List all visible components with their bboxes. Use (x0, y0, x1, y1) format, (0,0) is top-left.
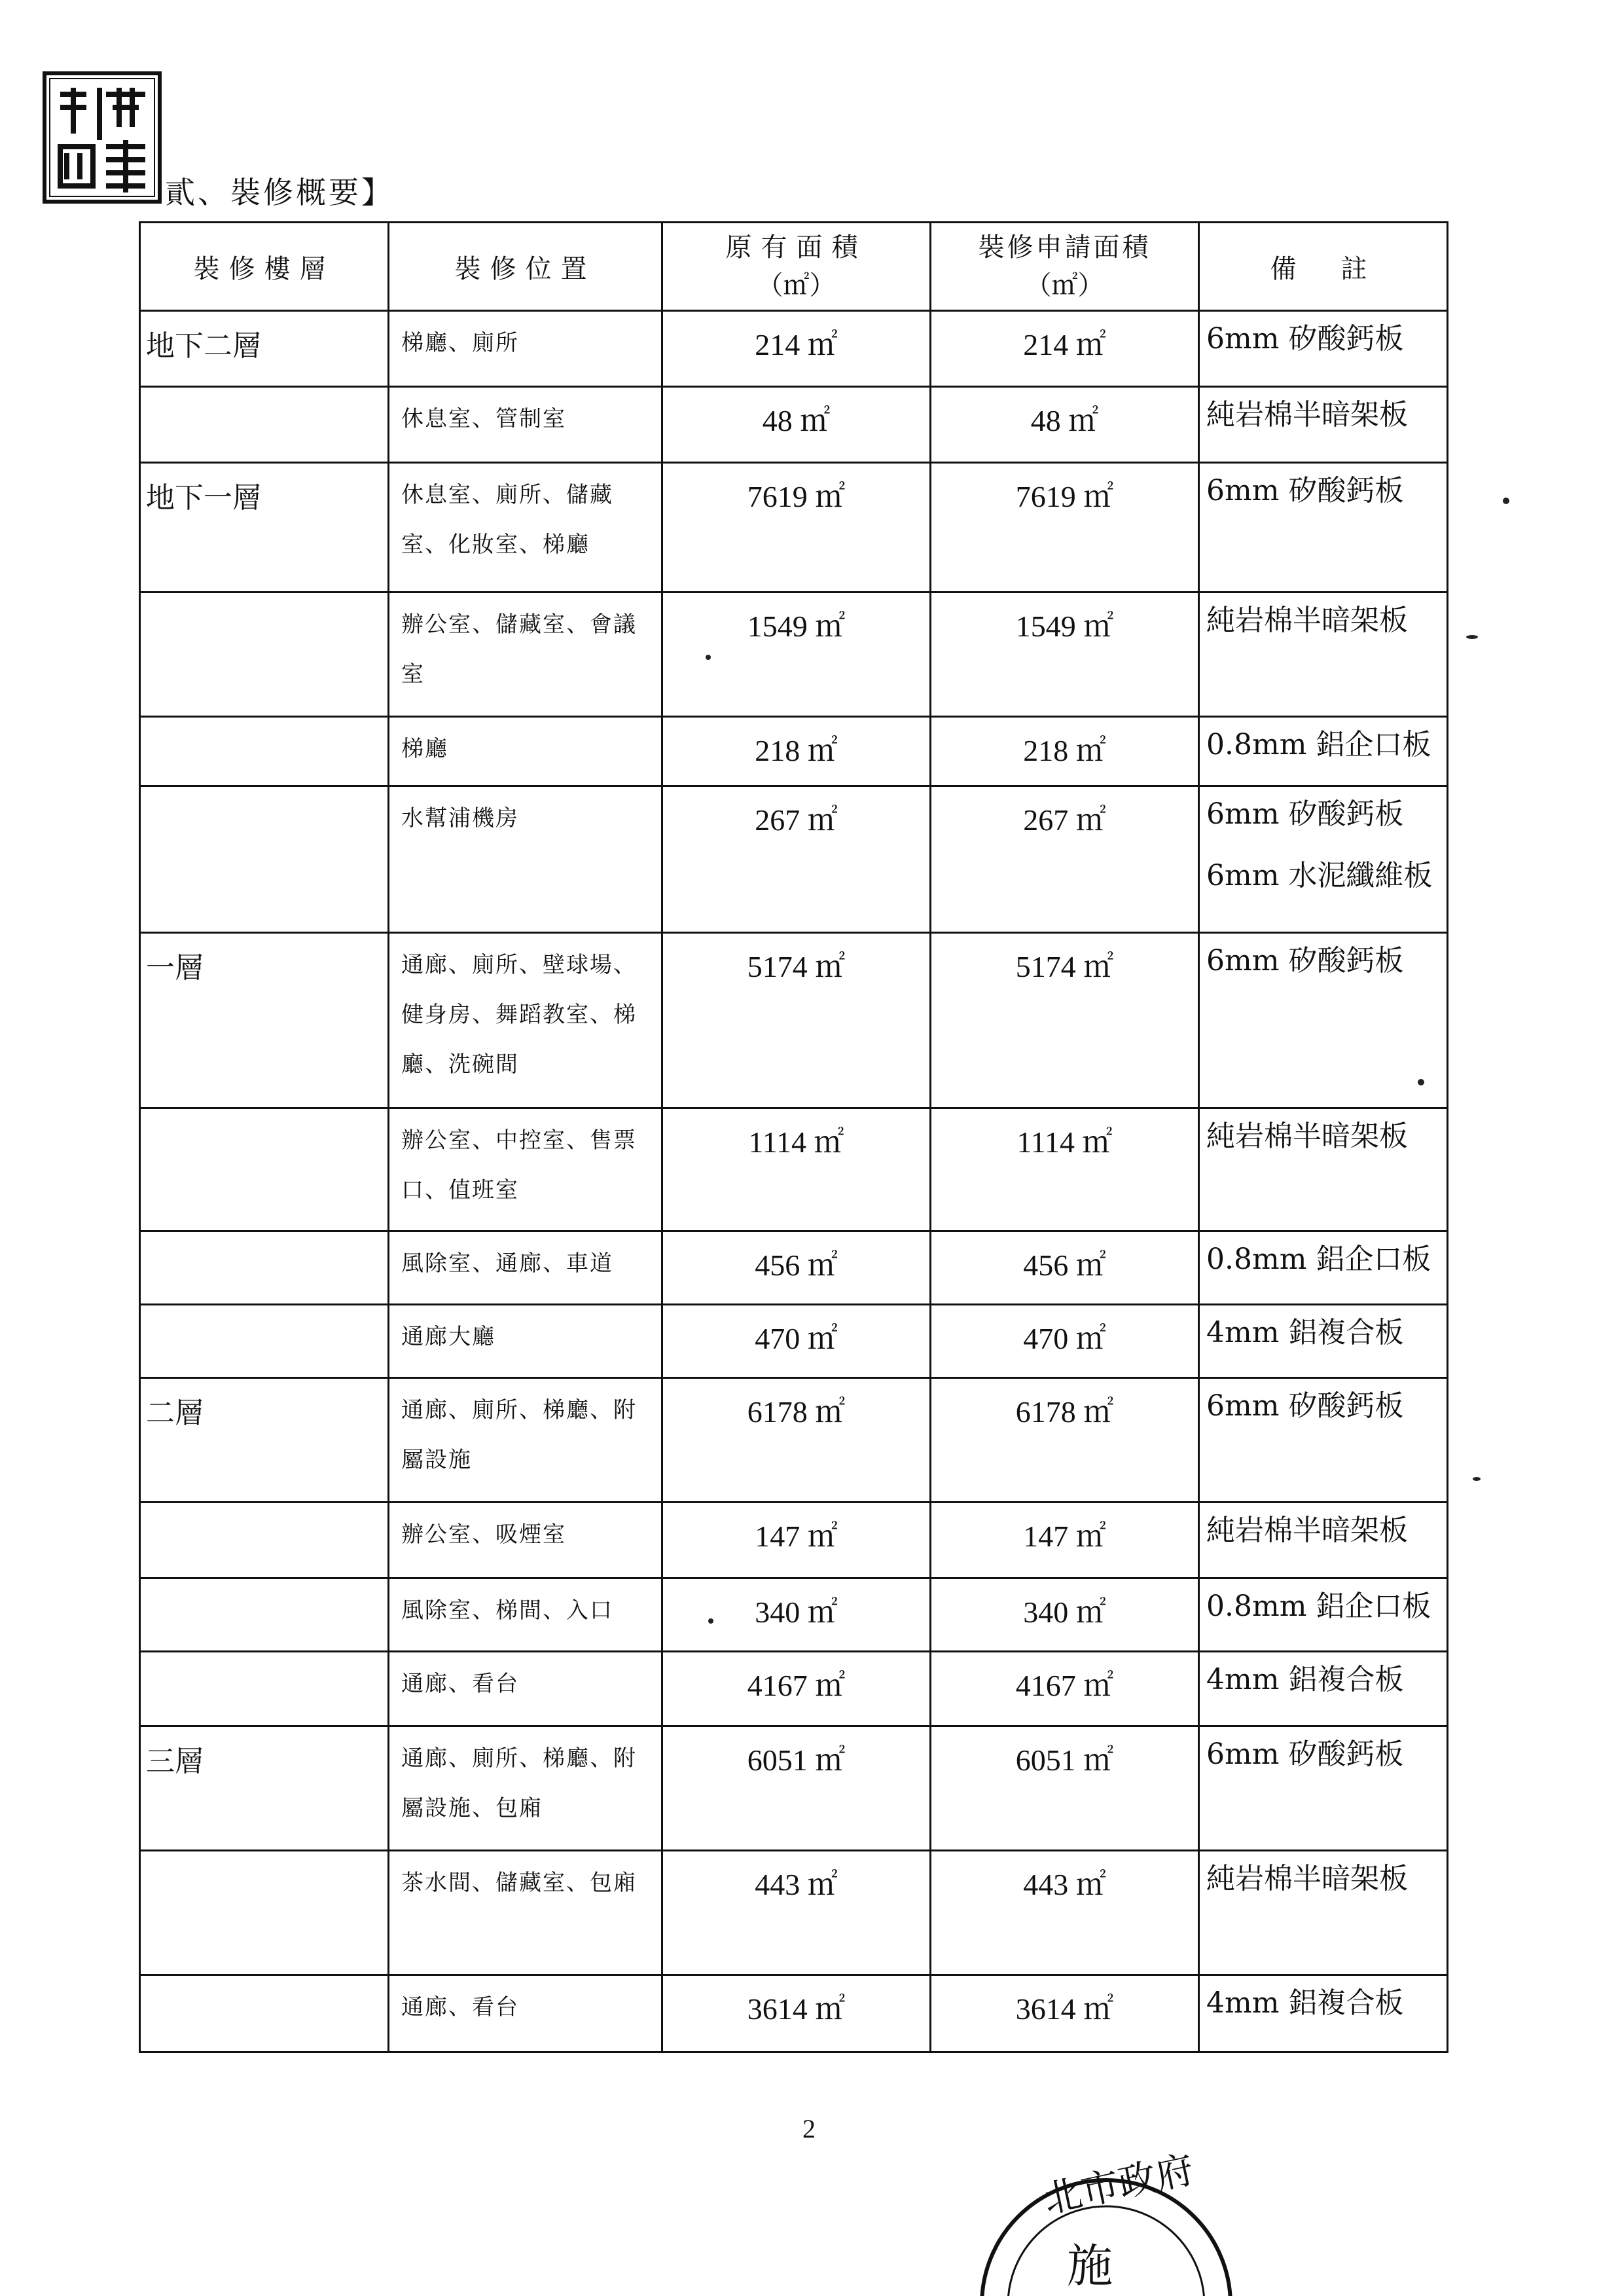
applied-area-cell: 3614 ㎡ (931, 1975, 1199, 2052)
remark-text: 4mm 鋁複合板 (1206, 1316, 1404, 1349)
floor-cell (140, 1231, 389, 1305)
remarks-cell (1199, 387, 1448, 463)
applied-area-cell: 6051 ㎡ (931, 1726, 1199, 1851)
original-area-cell: 6051 ㎡ (662, 1726, 931, 1851)
remark-text: 6mm 矽酸鈣板 (1206, 1738, 1404, 1771)
original-area-cell: 6178 ㎡ (662, 1378, 931, 1503)
original-area-cell: 147 ㎡ (662, 1503, 931, 1578)
floor-cell (140, 1652, 389, 1726)
table-row (140, 933, 1448, 1108)
header-applied-area: 裝修申請面積 （㎡） (931, 223, 1199, 311)
applied-area-cell: 4167 ㎡ (931, 1652, 1199, 1726)
table-row (140, 1378, 1448, 1503)
location-cell: 通廊、廁所、壁球場、健身房、舞蹈教室、梯廳、洗碗間 (389, 933, 662, 1108)
original-area-cell: 3614 ㎡ (662, 1975, 931, 2052)
svg-text:施: 施 (1067, 2239, 1113, 2293)
applied-area-cell: 1114 ㎡ (931, 1108, 1199, 1231)
table-row (140, 1305, 1448, 1378)
applied-area-cell: 1549 ㎡ (931, 592, 1199, 717)
remark-text: 0.8mm 鋁企口板 (1206, 1590, 1431, 1623)
remarks-cell (1199, 1108, 1448, 1231)
floor-cell (140, 786, 389, 933)
location-cell: 茶水間、儲藏室、包廂 (389, 1851, 662, 1975)
applied-area-cell: 456 ㎡ (931, 1231, 1199, 1305)
remark-text: 0.8mm 鋁企口板 (1206, 728, 1431, 761)
floor-cell: 一層 (140, 933, 389, 1108)
header-location: 裝修位置 (389, 223, 662, 311)
remarks-cell (1199, 1726, 1448, 1851)
scan-speck (1466, 635, 1478, 639)
remarks-cell (1199, 463, 1448, 592)
applied-area-cell: 470 ㎡ (931, 1305, 1199, 1378)
table-row (140, 1652, 1448, 1726)
remarks-cell (1199, 786, 1448, 933)
remarks-cell (1199, 311, 1448, 387)
remark-text: 4mm 鋁複合板 (1206, 1986, 1404, 2020)
floor-cell (140, 387, 389, 463)
location-cell: 通廊、看台 (389, 1975, 662, 2052)
original-area-cell: 267 ㎡ (662, 786, 931, 933)
remarks-cell (1199, 1851, 1448, 1975)
remark-text: 0.8mm 鋁企口板 (1206, 1243, 1431, 1276)
remarks-cell (1199, 1578, 1448, 1652)
scan-speck (708, 1618, 713, 1624)
remarks-cell (1199, 1652, 1448, 1726)
location-cell: 辦公室、中控室、售票口、值班室 (389, 1108, 662, 1231)
floor-cell: 三層 (140, 1726, 389, 1851)
remark-text: 6mm 矽酸鈣板 (1206, 944, 1404, 977)
scan-speck (706, 655, 711, 660)
location-cell: 辦公室、吸煙室 (389, 1503, 662, 1578)
table-row (140, 1578, 1448, 1652)
location-cell: 通廊、看台 (389, 1652, 662, 1726)
applied-area-cell: 48 ㎡ (931, 387, 1199, 463)
applied-area-cell: 214 ㎡ (931, 311, 1199, 387)
original-area-cell: 1549 ㎡ (662, 592, 931, 717)
remark-text: 純岩棉半暗架板 (1206, 604, 1408, 637)
location-cell: 通廊大廳 (389, 1305, 662, 1378)
remarks-cell (1199, 1231, 1448, 1305)
header-original-area: 原有面積 （㎡） (662, 223, 931, 311)
remark-text: 純岩棉半暗架板 (1206, 1120, 1408, 1153)
floor-cell (140, 592, 389, 717)
floor-cell (140, 1851, 389, 1975)
location-cell: 通廊、廁所、梯廳、附屬設施、包廂 (389, 1726, 662, 1851)
floor-cell: 二層 (140, 1378, 389, 1503)
applied-area-cell: 267 ㎡ (931, 786, 1199, 933)
original-area-cell: 340 ㎡ (662, 1578, 931, 1652)
remarks-cell (1199, 1975, 1448, 2052)
location-cell: 水幫浦機房 (389, 786, 662, 933)
scan-speck (1473, 1477, 1481, 1481)
remarks-cell (1199, 1378, 1448, 1503)
remark-text: 6mm 水泥纖維板 (1206, 859, 1433, 892)
decoration-summary-table (139, 221, 1448, 2053)
svg-text:北市政府: 北市政府 (1039, 2146, 1198, 2222)
original-area-cell: 5174 ㎡ (662, 933, 931, 1108)
table-row (140, 311, 1448, 387)
original-area-cell: 443 ㎡ (662, 1851, 931, 1975)
floor-cell (140, 717, 389, 786)
header-remarks: 備 註 (1199, 223, 1448, 311)
applied-area-cell: 7619 ㎡ (931, 463, 1199, 592)
location-cell: 風除室、梯間、入口 (389, 1578, 662, 1652)
floor-cell (140, 1305, 389, 1378)
location-cell: 休息室、廁所、儲藏室、化妝室、梯廳 (389, 463, 662, 592)
table-row (140, 1975, 1448, 2052)
seal-stamp-top (41, 68, 165, 206)
applied-area-cell: 443 ㎡ (931, 1851, 1199, 1975)
page-number: 2 (802, 2114, 816, 2143)
location-cell: 辦公室、儲藏室、會議室 (389, 592, 662, 717)
original-area-cell: 456 ㎡ (662, 1231, 931, 1305)
location-cell: 梯廳、廁所 (389, 311, 662, 387)
floor-cell: 地下二層 (140, 311, 389, 387)
table-row (140, 387, 1448, 463)
remarks-cell (1199, 933, 1448, 1108)
applied-area-cell: 340 ㎡ (931, 1578, 1199, 1652)
remark-text: 4mm 鋁複合板 (1206, 1663, 1404, 1696)
table-row (140, 463, 1448, 592)
original-area-cell: 470 ㎡ (662, 1305, 931, 1378)
original-area-cell: 218 ㎡ (662, 717, 931, 786)
table-row (140, 1726, 1448, 1851)
original-area-cell: 214 ㎡ (662, 311, 931, 387)
remarks-cell (1199, 717, 1448, 786)
floor-cell (140, 1975, 389, 2052)
table-row (140, 592, 1448, 717)
remarks-cell (1199, 1503, 1448, 1578)
table-row (140, 1231, 1448, 1305)
original-area-cell: 7619 ㎡ (662, 463, 931, 592)
applied-area-cell: 147 ㎡ (931, 1503, 1199, 1578)
table-row (140, 1108, 1448, 1231)
table-row (140, 1851, 1448, 1975)
remark-text: 6mm 矽酸鈣板 (1206, 474, 1404, 507)
table-row (140, 786, 1448, 933)
remark-text: 6mm 矽酸鈣板 (1206, 1389, 1404, 1423)
location-cell: 休息室、管制室 (389, 387, 662, 463)
table-row (140, 1503, 1448, 1578)
remarks-cell (1199, 1305, 1448, 1378)
original-area-cell: 1114 ㎡ (662, 1108, 931, 1231)
location-cell: 梯廳 (389, 717, 662, 786)
location-cell: 風除室、通廊、車道 (389, 1231, 662, 1305)
applied-area-cell: 218 ㎡ (931, 717, 1199, 786)
scan-speck (1503, 498, 1509, 504)
scan-speck (1418, 1079, 1424, 1085)
floor-cell (140, 1108, 389, 1231)
remark-text: 6mm 矽酸鈣板 (1206, 797, 1404, 831)
remarks-cell (1199, 592, 1448, 717)
original-area-cell: 48 ㎡ (662, 387, 931, 463)
section-title: 貳、裝修概要】 (165, 175, 394, 210)
header-floor: 裝修樓層 (140, 223, 389, 311)
table-row (140, 717, 1448, 786)
seal-stamp-bottom (962, 2141, 1237, 2296)
floor-cell (140, 1503, 389, 1578)
location-cell: 通廊、廁所、梯廳、附屬設施 (389, 1378, 662, 1503)
table-header-row (140, 223, 1448, 311)
floor-cell: 地下一層 (140, 463, 389, 592)
remark-text: 純岩棉半暗架板 (1206, 1514, 1408, 1547)
original-area-cell: 4167 ㎡ (662, 1652, 931, 1726)
remark-text: 純岩棉半暗架板 (1206, 398, 1408, 431)
applied-area-cell: 6178 ㎡ (931, 1378, 1199, 1503)
remark-text: 純岩棉半暗架板 (1206, 1862, 1408, 1895)
remark-text: 6mm 矽酸鈣板 (1206, 322, 1404, 355)
floor-cell (140, 1578, 389, 1652)
applied-area-cell: 5174 ㎡ (931, 933, 1199, 1108)
